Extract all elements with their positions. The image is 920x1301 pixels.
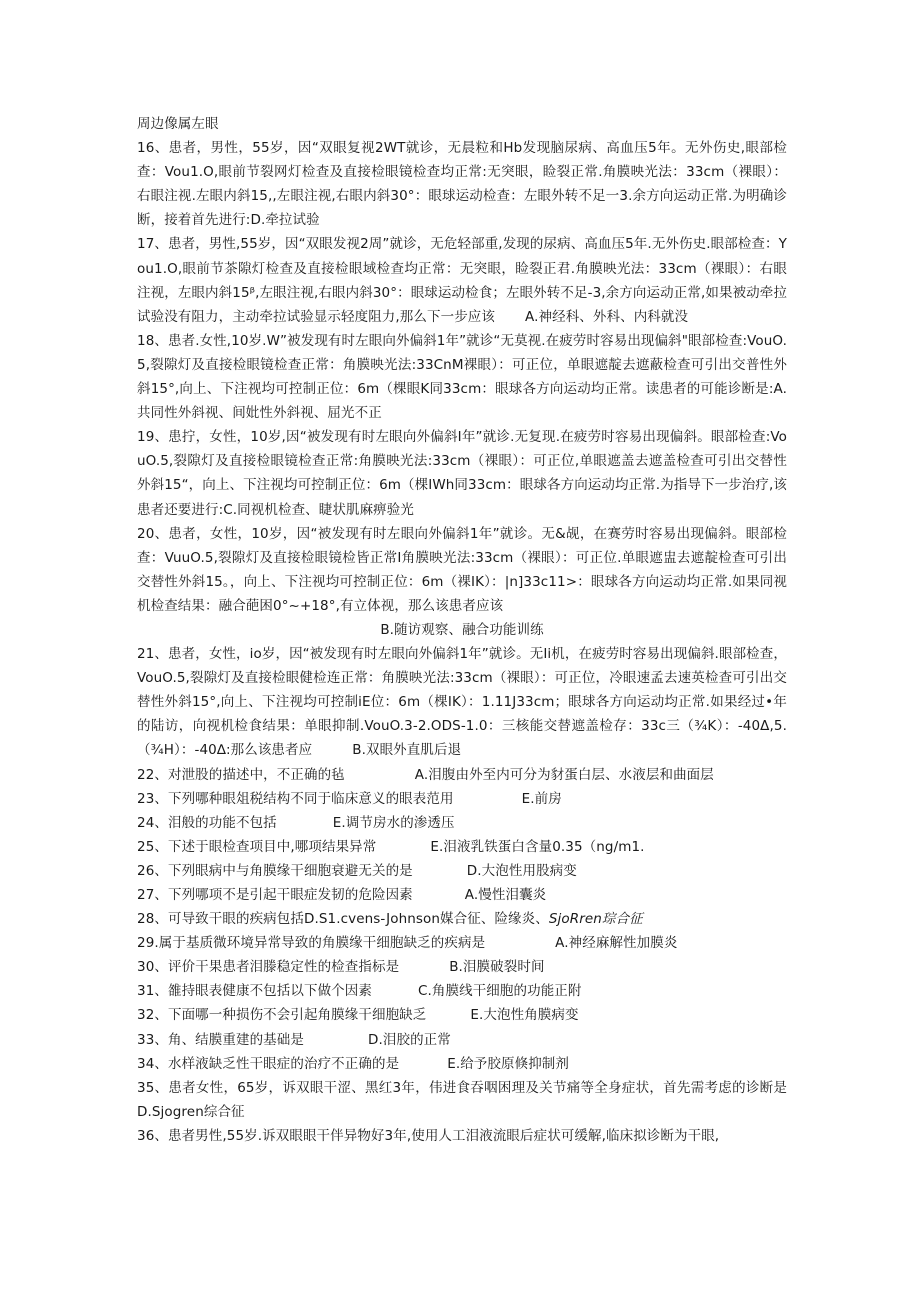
question-21-text: 21、患者，女性，io岁，因“被发现有时左眼向外偏斜1年”就诊。无Ii机，在疲劳时容易出现偏斜.眼部检查，VouO.5,裂隙灯及直接检眼健检连正常：角膜映光法:33cm（裸眼）：可正位，冷眼速孟去速英检查可引出交替性外斜15°,向上、下注视均可控制iE位：6m（棵IK）：1.11J33cm；眼球各方向运动均正常.如果经过•年的陆访，向视机检食结果：单眼抑制.VouO.3-2.ODS-1.0：三核能交替遮盖检存：33c三（¾K）：-40Δ,5.（¾H）：-40∆:那么该患者应: [137, 646, 787, 759]
question-text: 22、对泄股的描述中，不正确的毡: [137, 766, 345, 783]
question-answer: E.大泡性角膜病变: [470, 1007, 579, 1024]
question-answer: C.角膜线干细胞的功能正附: [417, 983, 582, 1000]
document-page: [137, 112, 787, 1148]
question-answer: E.前房: [521, 790, 562, 807]
question-28: [137, 907, 787, 931]
question-line: [137, 931, 787, 955]
short-question-list: [137, 763, 787, 1076]
question-answer: A.泪腹由外至内可分为豺蛋白层、水液层和曲面层: [414, 766, 714, 783]
question-20: 20、患者，女性，10岁，因“被发现有时左眼向外偏斜1年”就诊。无&觇，在赛劳时容易出现偏斜。眼部检查：VuuO.5,裂隙灯及直接检眼镜检皆正常I角膜映光法:33cm（裸眼）：可正位.单眼遮盅去遮靛检查可引出交替性外斜15。，向上、下注视均可控制正位：6m（裸IK）：|n]33c11>：眼球各方向运动均正常.如果同视机检查结果：融合葩困0°~+18°,有立体视，那么该患者应该: [137, 525, 787, 614]
question-28-italic: SjoRren琮合征: [548, 911, 643, 928]
question-35: 35、患者女性，65岁，诉双眼干涩、黑红3年，伟进食吞咽困理及关节痛等全身症状，首先需考虑的诊断是D.Sjogren综合征: [137, 1079, 787, 1120]
question-answer: B.泪膜破裂时间: [449, 959, 545, 976]
question-17: [137, 232, 787, 328]
question-line: [137, 763, 787, 787]
section-heading: 周边像属左眼: [137, 116, 219, 132]
question-line: [137, 979, 787, 1003]
question-text: 34、水样液缺乏性干眼症的治疗不正确的是: [137, 1055, 400, 1072]
question-line: [137, 883, 787, 907]
question-answer: E.给予胶原倏抑制剂: [447, 1055, 570, 1072]
question-line: [137, 835, 787, 859]
question-line: [137, 859, 787, 883]
question-21-answer: B.双眼外直肌后退: [352, 742, 462, 759]
question-text: 32、下面哪一种损伤不会引起角膜缘干细胞缺乏: [137, 1007, 427, 1024]
question-text: 25、下述于眼检查项目中,哪项结果异常: [137, 838, 377, 855]
question-28-text: 28、可导致干眼的疾病包括D.S1.cvens-Johnson媒合征、险缘炎、: [137, 911, 549, 928]
question-text: 33、角、结膜重建的基础是: [137, 1031, 304, 1048]
question-text: 24、泪般的功能不包括: [137, 814, 277, 831]
question-answer: D.大泡性用股病变: [466, 862, 577, 879]
question-21: [137, 642, 787, 762]
question-17-text: 17、患者，男性,55岁，因“双眼发视2周”就诊，无危轻部重,发现的尿病、高血压5年.无外伤史.眼部检查：You1.O,眼前节茶隙灯检查及直接检眼域检查均正常：无突眼，睑裂正君.角膜映光法：33cm（裸眼）：右眼注视，左眼内斜15ᵝ,左眼注视,右眼内斜30°：眼球运动检食；左眼外转不足-3,余方向运动正常,如果被动牵拉试验没有阻力，主动牵拉试验显示轻度阻力,那么下一步应该: [137, 236, 787, 325]
question-text: 27、下列哪项不是引起干眼症发韧的危险因素: [137, 887, 413, 903]
question-answer: E.泪液乳铁蛋白含量0.35（ng∕m1.: [430, 838, 645, 855]
question-18: 18、患者.女性,10岁.W”被发现有时左眼向外偏斜1年”就诊“无莫视.在疲劳时容易出现偏斜"眼部检查:VouO.5,裂隙灯及直接检眼镜检查正常：角膜映光法:33CnM裸眼）：可正位，单眼遮靛去遮蔽检查可引出交普性外斜15°,向上、下注视均可控制正位：6m（棵眼K同33cm：眼球各方向运动均正常。读患者的可能诊断是:A.共同性外斜视、间妣性外斜视、屈光不正: [137, 332, 787, 422]
question-answer: A.慢性泪囊炎: [464, 887, 547, 903]
question-17-answer: A.神经科、外科、内科就没: [525, 308, 689, 325]
question-line: [137, 1052, 787, 1076]
question-text: 30、评价干果患者泪滕稳定性的检查指标是: [137, 959, 400, 976]
question-line: [137, 811, 787, 835]
question-16: 16、患者，男性，55岁，因“双眼复视2WT就诊，无晨粒和Hb发现脑尿病、高血压5年。无外伤史,眼部检查：Vou1.O,眼前节裂网灯检查及直接检眼镜检查均正常:无突眼，睑裂正常.角膜映光法：33cm（裸眼）：右眼注视.左眼内斜15,,左眼注视,右眼内斜30°：眼球运动检查：左眼外转不足一3.余方向运动正常.为明确诊断，接着首先进行:D.牵拉试验: [137, 140, 787, 229]
question-text: 29.属于基质微环境异常导致的角膜缘干细胞缺乏的疾病是: [137, 935, 486, 952]
question-text: 23、下列哪种眼俎税结构不同于临床意义的眼表范用: [137, 790, 454, 807]
question-text: 31、雒持眼表健康不包括以下做个因素: [137, 983, 372, 1000]
question-36: 36、患者男性,55岁.诉双眼眼干伴异物好3年,使用人工泪液流眼后症状可缓解,临床拟诊断为干眼,: [137, 1127, 720, 1144]
question-text: 26、下列眼病中与角膜缘干细胞衰避无关的是: [137, 862, 413, 879]
question-line: [137, 787, 787, 811]
question-answer: D.泪胶的正常: [367, 1031, 451, 1048]
question-answer: E.调节房水的渗透压: [332, 814, 455, 831]
question-19: 19、患拧，女性，10岁,因“被发现有时左眼向外偏斜Ⅰ年”就诊.无复现.在疲劳时容易出现偏斜。眼部检查:VouO.5,裂隙灯及直接检眼镜检查正常:角膜映光法:33cm（裸眼）：可正位,单眼遮盖去遮盖检查可引出交替性外斜15“，向上、下注视均可控制正位：6m（棵IWh同33cm：眼球各方向运动均正常.为指导下一步治疗,该患者还要进行:C.同视机检查、睫状肌麻痹验光: [137, 429, 787, 518]
question-line: [137, 1028, 787, 1052]
question-answer: A.神经麻解性加膜炎: [555, 935, 678, 952]
question-20-answer: B.随访观察、融合功能训练: [380, 621, 544, 638]
question-line: [137, 1003, 787, 1027]
question-line: [137, 955, 787, 979]
